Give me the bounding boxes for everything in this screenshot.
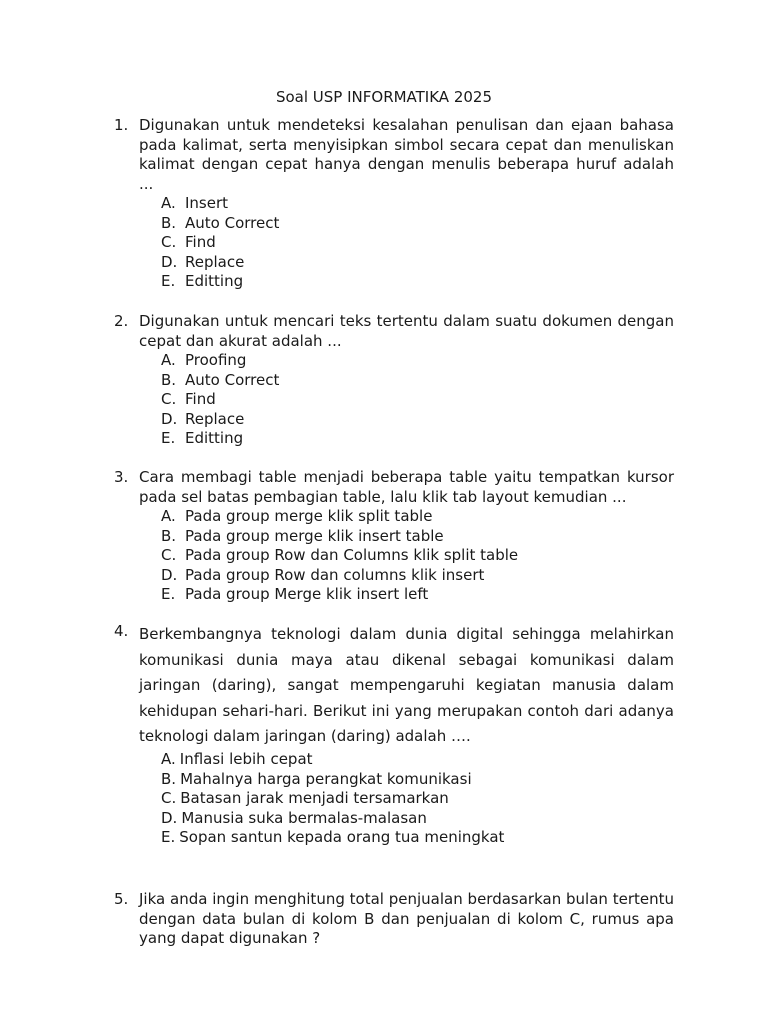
- option-letter: E.: [161, 585, 176, 604]
- option-text: Proofing: [185, 351, 247, 369]
- option-letter: E.: [161, 828, 176, 847]
- option-text: Editting: [185, 429, 244, 448]
- option-letter: D.: [161, 565, 178, 584]
- option-text: Find: [185, 390, 216, 409]
- option-text: Replace: [185, 409, 245, 428]
- page-title: Soal USP INFORMATIKA 2025: [275, 88, 493, 106]
- option-d: [161, 809, 674, 829]
- option-text: Pada group Row dan Columns klik split table: [185, 546, 519, 565]
- option-text: Manusia suka bermalas-malasan: [181, 808, 427, 827]
- option-c: [161, 233, 674, 253]
- option-text: Inflasi lebih cepat: [179, 749, 313, 768]
- option-text: Auto Correct: [185, 213, 280, 232]
- option-text: Mahalnya harga perangkat komunikasi: [180, 769, 472, 788]
- question-text: Digunakan untuk mendeteksi kesalahan penulisan dan ejaan bahasa pada kalimat, serta menyisipkan simbol secara cepat dan menuliskan kalimat dengan cepat hanya dengan menulis beberapa huruf adalah ...: [139, 116, 674, 193]
- option-text: Replace: [185, 252, 245, 271]
- question-2: [114, 312, 674, 449]
- option-b: [161, 371, 674, 391]
- option-letter: B.: [161, 213, 177, 232]
- option-c: [161, 789, 674, 809]
- question-3: [114, 468, 674, 605]
- option-letter: B.: [161, 370, 177, 389]
- option-e: [161, 828, 674, 848]
- option-letter: C.: [161, 789, 177, 808]
- option-d: [161, 566, 674, 586]
- options-list: [161, 507, 674, 605]
- option-b: [161, 527, 674, 547]
- question-5: [114, 890, 674, 949]
- option-text: Insert: [185, 194, 229, 212]
- option-letter: A.: [161, 507, 176, 525]
- option-e: [161, 429, 674, 449]
- option-b: [161, 214, 674, 234]
- option-letter: B.: [161, 526, 177, 545]
- option-text: Editting: [185, 272, 244, 291]
- option-letter: E.: [161, 272, 176, 291]
- option-a: [161, 351, 674, 371]
- option-c: [161, 546, 674, 566]
- question-text: Digunakan untuk mencari teks tertentu dalam suatu dokumen dengan cepat dan akurat adalah ...: [139, 312, 674, 350]
- option-text: Auto Correct: [185, 370, 280, 389]
- option-text: Pada group Row dan columns klik insert: [185, 565, 485, 584]
- option-text: Sopan santun kepada orang tua meningkat: [179, 828, 505, 847]
- question-number: 4.: [114, 622, 129, 640]
- option-letter: A.: [161, 351, 176, 369]
- question-number: 5.: [114, 890, 129, 908]
- option-text: Pada group merge klik insert table: [185, 526, 444, 545]
- option-text: Find: [185, 233, 216, 252]
- option-a: [161, 194, 674, 214]
- option-text: Pada group Merge klik insert left: [185, 585, 429, 604]
- option-e: [161, 272, 674, 292]
- option-letter: B.: [161, 769, 177, 788]
- question-4: [114, 622, 674, 848]
- option-d: [161, 253, 674, 273]
- option-b: [161, 770, 674, 790]
- question-1: [114, 116, 674, 292]
- options-list: [161, 750, 674, 848]
- question-number: 3.: [114, 468, 129, 486]
- question-text: Cara membagi table menjadi beberapa table yaitu tempatkan kursor pada sel batas pembagian table, lalu klik tab layout kemudian ...: [139, 468, 674, 506]
- option-text: Batasan jarak menjadi tersamarkan: [180, 789, 449, 808]
- option-c: [161, 390, 674, 410]
- option-a: [161, 750, 674, 770]
- option-letter: C.: [161, 233, 177, 252]
- option-letter: A.: [161, 194, 176, 212]
- option-letter: A.: [161, 749, 176, 768]
- option-letter: C.: [161, 546, 177, 565]
- option-letter: D.: [161, 252, 178, 271]
- option-a: [161, 507, 674, 527]
- question-number: 1.: [114, 116, 129, 134]
- option-letter: D.: [161, 808, 178, 827]
- question-text: Berkembangnya teknologi dalam dunia digital sehingga melahirkan komunikasi dunia maya atau dikenal sebagai komunikasi dalam jaringan (daring), sangat mempengaruhi kegiatan manusia dalam kehidupan sehari-hari. Berikut ini yang merupakan contoh dari adanya teknologi dalam jaringan (daring) adalah ….: [139, 625, 674, 746]
- option-letter: E.: [161, 429, 176, 448]
- option-letter: C.: [161, 390, 177, 409]
- option-text: Pada group merge klik split table: [185, 507, 433, 525]
- option-letter: D.: [161, 409, 178, 428]
- question-text: Jika anda ingin menghitung total penjualan berdasarkan bulan tertentu dengan data bulan di kolom B dan penjualan di kolom C, rumus apa yang dapat digunakan ?: [139, 890, 674, 947]
- question-number: 2.: [114, 312, 129, 330]
- option-d: [161, 410, 674, 430]
- options-list: [161, 194, 674, 292]
- options-list: [161, 351, 674, 449]
- option-e: [161, 585, 674, 605]
